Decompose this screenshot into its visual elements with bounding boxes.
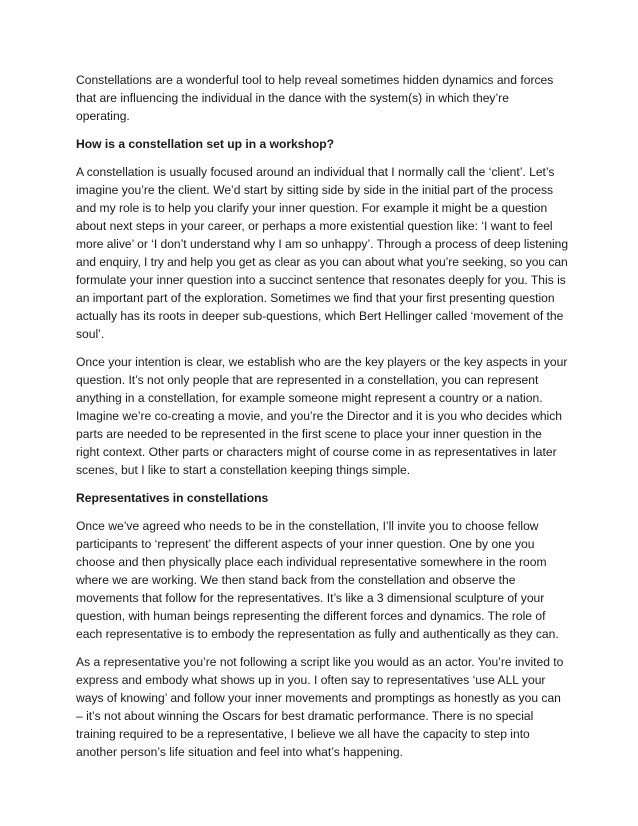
text-line: ways of knowing’ and follow your inner movements and promptings as honestly as you can xyxy=(76,691,561,705)
text-line: soul’. xyxy=(76,327,105,341)
body-paragraph xyxy=(76,353,568,479)
section-heading xyxy=(76,489,568,507)
body-paragraph xyxy=(76,163,568,343)
text-line: parts are needed to be represented in the first scene to place your inner question in the xyxy=(76,427,542,441)
text-line: Once your intention is clear, we establish who are the key players or the key aspects in your xyxy=(76,355,568,369)
text-line: express and embody what shows up in you. I often say to representatives ‘use ALL your xyxy=(76,673,546,687)
text-line: scenes, but I like to start a constellation keeping things simple. xyxy=(76,463,411,477)
text-line: formulate your inner question into a succinct sentence that resonates deeply for you. This is xyxy=(76,273,566,287)
text-line: As a representative you’re not following a script like you would as an actor. You’re invited to xyxy=(76,655,564,669)
text-line: each representative is to embody the representation as fully and authentically as they can. xyxy=(76,627,559,641)
text-line: Once we’ve agreed who needs to be in the constellation, I’ll invite you to choose fellow xyxy=(76,519,539,533)
text-line: imagine you’re the client. We’d start by sitting side by side in the initial part of the process xyxy=(76,183,554,197)
text-line: training required to be a representative, I believe we all have the capacity to step into xyxy=(76,727,530,741)
text-line: Imagine we’re co-creating a movie, and you’re the Director and it is you who decides which xyxy=(76,409,563,423)
text-line: and enquiry, I try and help you get as clear as you can about what you’re seeking, so you can xyxy=(76,255,568,269)
text-line: actually has its roots in deeper sub-questions, which Bert Hellinger called ‘movement of the xyxy=(76,309,564,323)
text-line: Constellations are a wonderful tool to help reveal sometimes hidden dynamics and forces xyxy=(76,73,554,87)
text-line: Representatives in constellations xyxy=(76,491,269,505)
body-paragraph xyxy=(76,71,568,125)
text-line: about next steps in your career, or perhaps a more existential question like: ‘I want to feel xyxy=(76,219,553,233)
text-line: that are influencing the individual in the dance with the system(s) in which they’re xyxy=(76,91,509,105)
text-line: operating. xyxy=(76,109,130,123)
text-line: choose and then physically place each individual representative somewhere in the room xyxy=(76,555,547,569)
text-line: an important part of the exploration. Sometimes we find that your first presenting question xyxy=(76,291,555,305)
text-line: right context. Other parts or characters might of course come in as representatives in later xyxy=(76,445,557,459)
text-line: A constellation is usually focused around an individual that I normally call the ‘client’. Let’s xyxy=(76,165,555,179)
section-heading xyxy=(76,135,568,153)
body-paragraph xyxy=(76,653,568,761)
text-line: participants to ‘represent’ the different aspects of your inner question. One by one you xyxy=(76,537,535,551)
body-paragraph xyxy=(76,517,568,643)
text-line: and my role is to help you clarify your inner question. For example it might be a question xyxy=(76,201,548,215)
text-line: where we are working. We then stand back from the constellation and observe the xyxy=(76,573,516,587)
text-line: question, with human beings representing the different forces and dynamics. The role of xyxy=(76,609,546,623)
text-line: How is a constellation set up in a workshop? xyxy=(76,137,335,151)
text-line: – it’s not about winning the Oscars for best dramatic performance. There is no special xyxy=(76,709,534,723)
document-body xyxy=(76,71,568,771)
text-line: question. It’s not only people that are represented in a constellation, you can represent xyxy=(76,373,539,387)
text-line: another person’s life situation and feel into what’s happening. xyxy=(76,745,403,759)
text-line: anything in a constellation, for example someone might represent a country or a nation. xyxy=(76,391,543,405)
text-line: movements that follow for the representatives. It’s like a 3 dimensional sculpture of your xyxy=(76,591,545,605)
text-line: more alive’ or ‘I don’t understand why I am so unhappy’. Through a process of deep listening xyxy=(76,237,569,251)
